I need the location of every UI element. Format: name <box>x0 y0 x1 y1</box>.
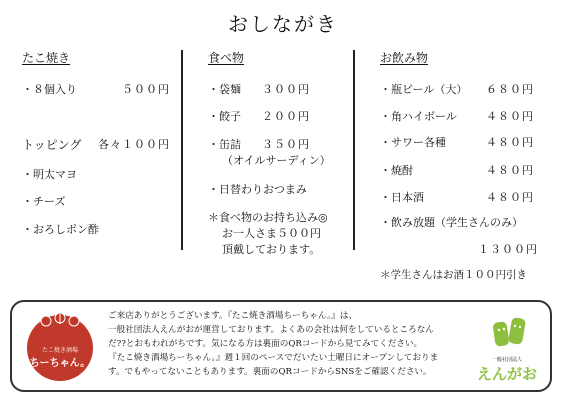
logo-big-text: ちーちゃん。 <box>29 358 91 369</box>
topping-price: 各々１００円 <box>98 138 170 151</box>
food-note: お一人さま５００円 <box>222 227 321 240</box>
takoyaki-item-name: ・８個入り <box>22 83 77 96</box>
food-item-name: ・餃子 <box>208 110 241 123</box>
drink-item-name: ・日本酒 <box>380 191 424 204</box>
logo-small-text: たこ焼き酒場 <box>41 347 79 354</box>
drink-item-name: ・角ハイボール <box>380 110 457 123</box>
food-note: 頂戴しております。 <box>222 243 321 256</box>
takoyaki-header: たこ焼き <box>22 51 71 65</box>
drinks-header: お飲み物 <box>380 51 429 65</box>
topping-item: ・チーズ <box>22 195 66 208</box>
footer-box <box>10 300 552 392</box>
takoyaki-ball <box>41 316 51 326</box>
footer-line: ご来店ありがとうございます。『たこ焼き酒場ちーちゃん。』は、 <box>108 311 358 321</box>
chiichan-logo <box>24 310 96 382</box>
footer-line: 一般社団法人えんがおが運営しております。よくあの会社は何をしているところなん <box>108 325 434 335</box>
topping-item: ・おろしポン酢 <box>22 223 99 236</box>
footer-message <box>108 309 466 379</box>
mascot-eye <box>519 326 521 328</box>
drink-item-name: ・焼酎 <box>380 164 413 177</box>
footer-line: す。でもやってないこともあります。裏面のQRコードからSNSをご確認ください。 <box>108 367 432 377</box>
food-item-price: ２００円 <box>262 110 310 123</box>
drink-item-price: ６８０円 <box>486 83 534 96</box>
engawa-logo-small: 一般社団法人 <box>491 357 522 363</box>
mascot-eye <box>498 329 500 331</box>
drink-item-price: ４８０円 <box>486 164 534 177</box>
drink-item-price: ４８０円 <box>486 136 534 149</box>
food-item-name: ・袋麺 <box>208 83 241 96</box>
takoyaki-ball <box>69 316 79 326</box>
footer-line: だ??とおもわれがちです。気になる方は裏面のQRコードから見てみてください。 <box>108 339 423 349</box>
nomihoudai-price: １３００円 <box>478 243 538 256</box>
takoyaki-item-price: ５００円 <box>122 83 170 96</box>
engawa-logo <box>472 312 542 384</box>
drink-item-price: ４８０円 <box>486 110 534 123</box>
drink-item-price: ４８０円 <box>486 191 534 204</box>
food-can-note: （オイルサーディン） <box>222 154 331 167</box>
food-item-name: ・缶詰 <box>208 138 241 151</box>
column-divider-right <box>353 50 355 250</box>
food-daily: ・日替わりおつまみ <box>208 183 307 196</box>
engawa-mascot-icon <box>472 312 542 356</box>
mascot-eye <box>503 328 505 330</box>
column-divider-left <box>181 50 183 250</box>
mascot-body <box>508 317 526 345</box>
food-header: 食べ物 <box>208 51 245 65</box>
page-title: おしながき <box>228 12 338 36</box>
topping-label: トッピング <box>22 138 82 152</box>
food-item-price: ３５０円 <box>262 138 310 151</box>
nomihoudai: ・飲み放題（学生さんのみ） <box>380 216 523 229</box>
student-note: ＊学生さんはお酒１００円引き <box>380 269 527 281</box>
footer-line: 『たこ焼き酒場ちーちゃん。』週１回のペースでだいたい土曜日にオープンしておりま <box>108 353 439 363</box>
engawa-logo-big: えんがお <box>476 365 537 383</box>
drink-item-name: ・サワー各種 <box>380 136 446 149</box>
food-item-price: ３００円 <box>262 83 310 96</box>
mascot-body <box>492 321 509 347</box>
topping-item: ・明太マヨ <box>22 168 77 181</box>
drink-item-name: ・瓶ビール（大） <box>380 83 468 96</box>
mascot-eye <box>514 325 516 327</box>
food-note: ＊食べ物のお持ち込み◎ <box>208 211 328 224</box>
